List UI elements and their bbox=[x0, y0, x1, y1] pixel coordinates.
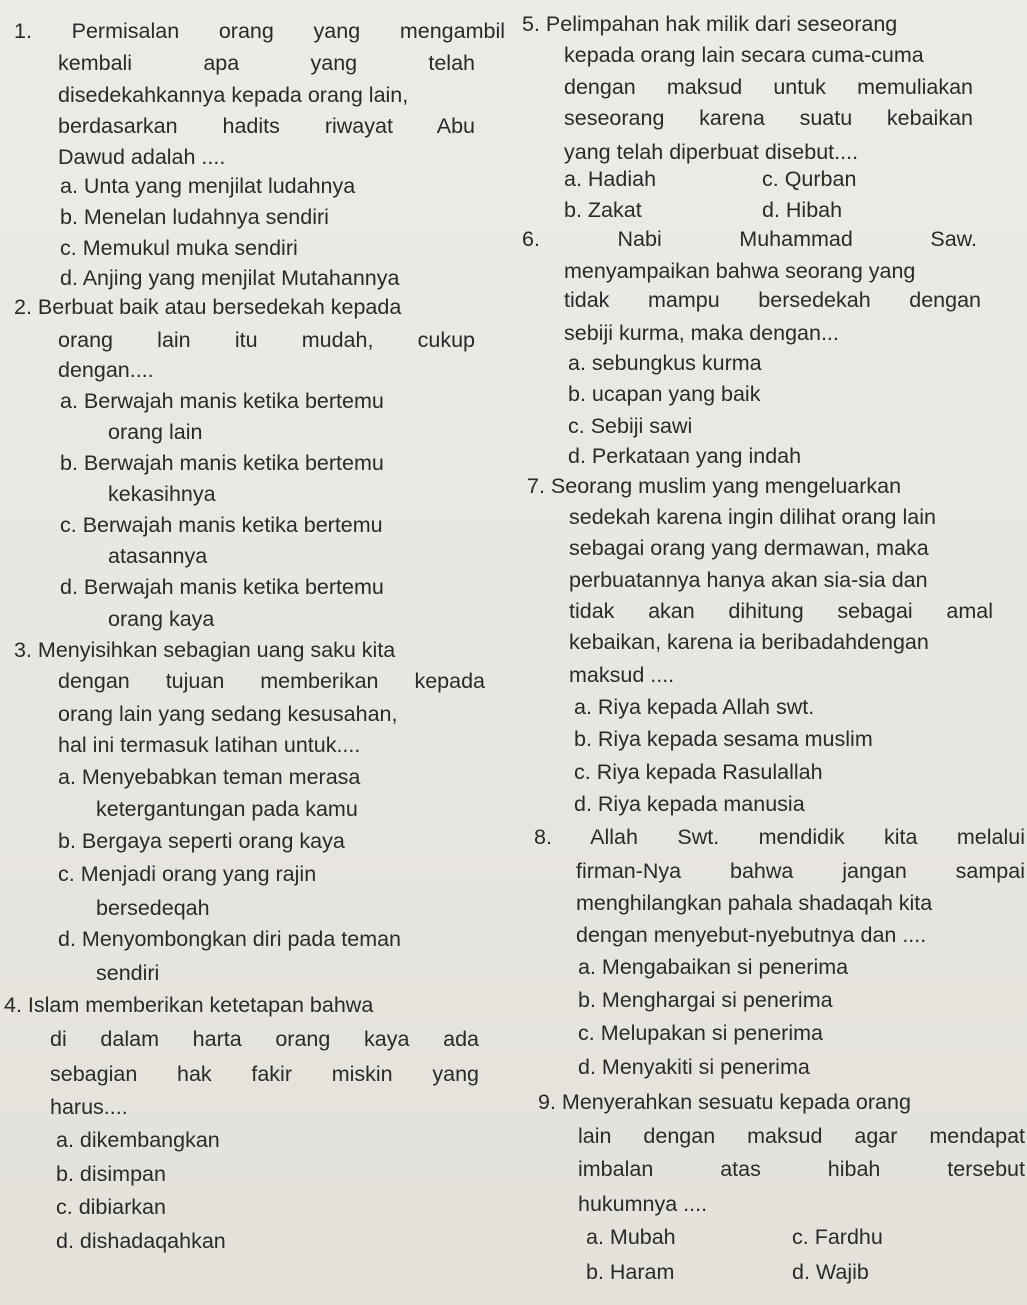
option-a-continued: ketergantungan pada kamu bbox=[96, 797, 358, 821]
question-2-line: 2. Berbuat baik atau bersedekah kepada bbox=[14, 295, 402, 319]
option-b[interactable]: b. Menelan ludahnya sendiri bbox=[60, 205, 329, 229]
question-3-line: orang lain yang sedang kesusahan, bbox=[58, 702, 398, 726]
option-a[interactable]: a. Unta yang menjilat ludahnya bbox=[60, 174, 356, 198]
option-c-continued: bersedeqah bbox=[96, 896, 210, 920]
option-c[interactable]: c. Menjadi orang yang rajin bbox=[58, 862, 317, 886]
option-a[interactable]: a. Riya kepada Allah swt. bbox=[574, 695, 815, 719]
option-a[interactable]: a. Menyebabkan teman merasa bbox=[58, 765, 361, 789]
option-d[interactable]: d. Hibah bbox=[762, 198, 843, 222]
option-c[interactable]: c. Memukul muka sendiri bbox=[60, 236, 298, 260]
option-b[interactable]: b. Haram bbox=[586, 1260, 675, 1284]
question-1-line: kembali apa yang telah bbox=[58, 51, 475, 75]
option-d[interactable]: d. Menyombongkan diri pada teman bbox=[58, 927, 402, 951]
question-3-line: dengan tujuan memberikan kepada bbox=[58, 669, 485, 693]
question-1-line: berdasarkan hadits riwayat Abu bbox=[58, 114, 475, 138]
question-6-line: sebiji kurma, maka dengan... bbox=[564, 321, 839, 345]
question-5-line: 5. Pelimpahan hak milik dari seseorang bbox=[522, 12, 898, 36]
question-7-line: kebaikan, karena ia beribadahdengan bbox=[569, 630, 929, 654]
option-b[interactable]: b. Riya kepada sesama muslim bbox=[574, 727, 873, 751]
question-3-line: hal ini termasuk latihan untuk.... bbox=[58, 733, 361, 757]
question-2-line: orang lain itu mudah, cukup bbox=[58, 328, 475, 352]
option-c[interactable]: c. Melupakan si penerima bbox=[578, 1021, 823, 1045]
option-a[interactable]: a. Berwajah manis ketika bertemu bbox=[60, 389, 384, 413]
option-d[interactable]: d. Riya kepada manusia bbox=[574, 792, 805, 816]
question-1-line: 1. Permisalan orang yang mengambil bbox=[14, 19, 505, 43]
option-c[interactable]: c. Riya kepada Rasulallah bbox=[574, 760, 823, 784]
option-d[interactable]: d. Menyakiti si penerima bbox=[578, 1055, 810, 1079]
question-5-line: yang telah diperbuat disebut.... bbox=[564, 140, 859, 164]
question-1-line: Dawud adalah .... bbox=[58, 145, 226, 169]
option-d[interactable]: d. dishadaqahkan bbox=[56, 1229, 226, 1253]
option-a[interactable]: a. Hadiah bbox=[564, 167, 657, 191]
option-d[interactable]: d. Perkataan yang indah bbox=[568, 444, 802, 468]
option-c-continued: atasannya bbox=[108, 544, 208, 568]
option-a[interactable]: a. Mubah bbox=[586, 1225, 676, 1249]
option-c[interactable]: c. Qurban bbox=[762, 167, 857, 191]
question-3-line: 3. Menyisihkan sebagian uang saku kita bbox=[14, 638, 396, 662]
question-4-line: di dalam harta orang kaya ada bbox=[50, 1027, 479, 1051]
question-6-line: menyampaikan bahwa seorang yang bbox=[564, 259, 916, 283]
question-6-line: 6. Nabi Muhammad Saw. bbox=[522, 227, 977, 251]
option-d-continued: sendiri bbox=[96, 961, 160, 985]
question-9-line: 9. Menyerahkan sesuatu kepada orang bbox=[538, 1090, 911, 1114]
option-b[interactable]: b. Menghargai si penerima bbox=[578, 988, 833, 1012]
question-5-line: seseorang karena suatu kebaikan bbox=[564, 106, 973, 130]
question-7-line: tidak akan dihitung sebagai amal bbox=[569, 599, 993, 623]
option-a[interactable]: a. dikembangkan bbox=[56, 1128, 220, 1152]
question-8-line: firman-Nya bahwa jangan sampai bbox=[576, 859, 1025, 883]
option-b[interactable]: b. Bergaya seperti orang kaya bbox=[58, 829, 345, 853]
question-8-line: dengan menyebut-nyebutnya dan .... bbox=[576, 923, 927, 947]
option-b[interactable]: b. Zakat bbox=[564, 198, 642, 222]
option-c[interactable]: c. Berwajah manis ketika bertemu bbox=[60, 513, 383, 537]
question-7-line: sebagai orang yang dermawan, maka bbox=[569, 536, 929, 560]
option-c[interactable]: c. dibiarkan bbox=[56, 1195, 166, 1219]
option-b[interactable]: b. Berwajah manis ketika bertemu bbox=[60, 451, 384, 475]
question-6-line: tidak mampu bersedekah dengan bbox=[564, 288, 981, 312]
question-4-line: harus.... bbox=[50, 1095, 128, 1119]
option-b[interactable]: b. disimpan bbox=[56, 1162, 166, 1186]
question-9-line: hukumnya .... bbox=[578, 1192, 708, 1216]
question-8-line: menghilangkan pahala shadaqah kita bbox=[576, 891, 933, 915]
question-5-line: kepada orang lain secara cuma-cuma bbox=[564, 43, 924, 67]
question-4-line: sebagian hak fakir miskin yang bbox=[50, 1062, 479, 1086]
option-d[interactable]: d. Wajib bbox=[792, 1260, 869, 1284]
option-a[interactable]: a. Mengabaikan si penerima bbox=[578, 955, 849, 979]
question-2-line: dengan.... bbox=[58, 358, 154, 382]
option-d[interactable]: d. Anjing yang menjilat Mutahannya bbox=[60, 266, 400, 290]
option-a-continued: orang lain bbox=[108, 420, 203, 444]
question-5-line: dengan maksud untuk memuliakan bbox=[564, 75, 973, 99]
question-8-line: 8. Allah Swt. mendidik kita melalui bbox=[534, 825, 1025, 849]
option-d-continued: orang kaya bbox=[108, 607, 215, 631]
option-c[interactable]: c. Fardhu bbox=[792, 1225, 883, 1249]
question-1-line: disedekahkannya kepada orang lain, bbox=[58, 83, 409, 107]
option-b-continued: kekasihnya bbox=[108, 482, 216, 506]
question-9-line: lain dengan maksud agar mendapat bbox=[578, 1124, 1025, 1148]
question-7-line: sedekah karena ingin dilihat orang lain bbox=[569, 505, 936, 529]
question-7-line: perbuatannya hanya akan sia-sia dan bbox=[569, 568, 928, 592]
question-9-line: imbalan atas hibah tersebut bbox=[578, 1157, 1025, 1181]
question-4-line: 4. Islam memberikan ketetapan bahwa bbox=[4, 993, 374, 1017]
option-c[interactable]: c. Sebiji sawi bbox=[568, 414, 693, 438]
question-7-line: maksud .... bbox=[569, 663, 675, 687]
option-b[interactable]: b. ucapan yang baik bbox=[568, 382, 761, 406]
option-a[interactable]: a. sebungkus kurma bbox=[568, 351, 762, 375]
question-7-line: 7. Seorang muslim yang mengeluarkan bbox=[527, 474, 902, 498]
option-d[interactable]: d. Berwajah manis ketika bertemu bbox=[60, 575, 384, 599]
